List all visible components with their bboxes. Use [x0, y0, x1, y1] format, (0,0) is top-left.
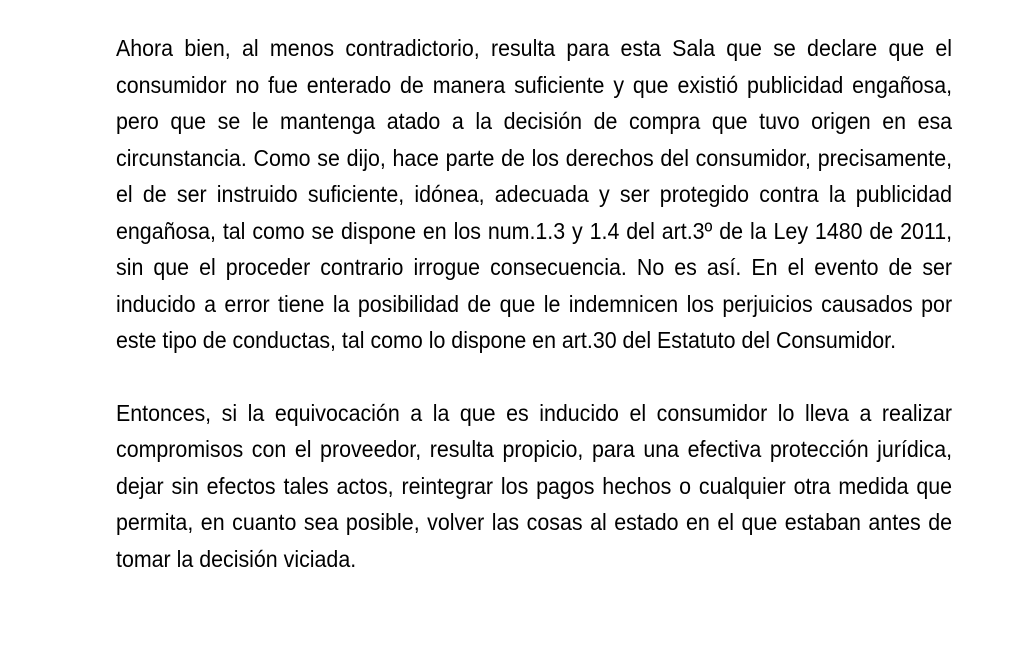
paragraph-2: Entonces, si la equivocación a la que es inducido el consumidor lo lleva a realizar compromisos con el proveedor, resulta propicio, para una efectiva protección jurídica, dejar sin efectos tales actos, reintegrar los pagos hechos o cualquier otra medida que permita, en cuanto sea posible, volver las cosas al estado en el que estaban antes de tomar la decisión viciada. [116, 399, 953, 572]
paragraph-1: Ahora bien, al menos contradictorio, resulta para esta Sala que se declare que el consumidor no fue enterado de manera suficiente y que existió publicidad engañosa, pero que se le mantenga atado a la decisión de compra que tuvo origen en esa circunstancia. Como se dijo, hace parte de los derechos del consumidor, precisamente, el de ser instruido suficiente, idónea, adecuada y ser protegido contra la publicidad engañosa, tal como se dispone en los num.1.3 y 1.4 del art.3º de la Ley 1480 de 2011, sin que el proceder contrario irrogue consecuencia. No es así. En el evento de ser inducido a error tiene la posibilidad de que le indemnicen los perjuicios causados por este tipo de conductas, tal como lo dispone en art.30 del Estatuto del Consumidor. [116, 35, 953, 353]
document-body [116, 30, 952, 577]
